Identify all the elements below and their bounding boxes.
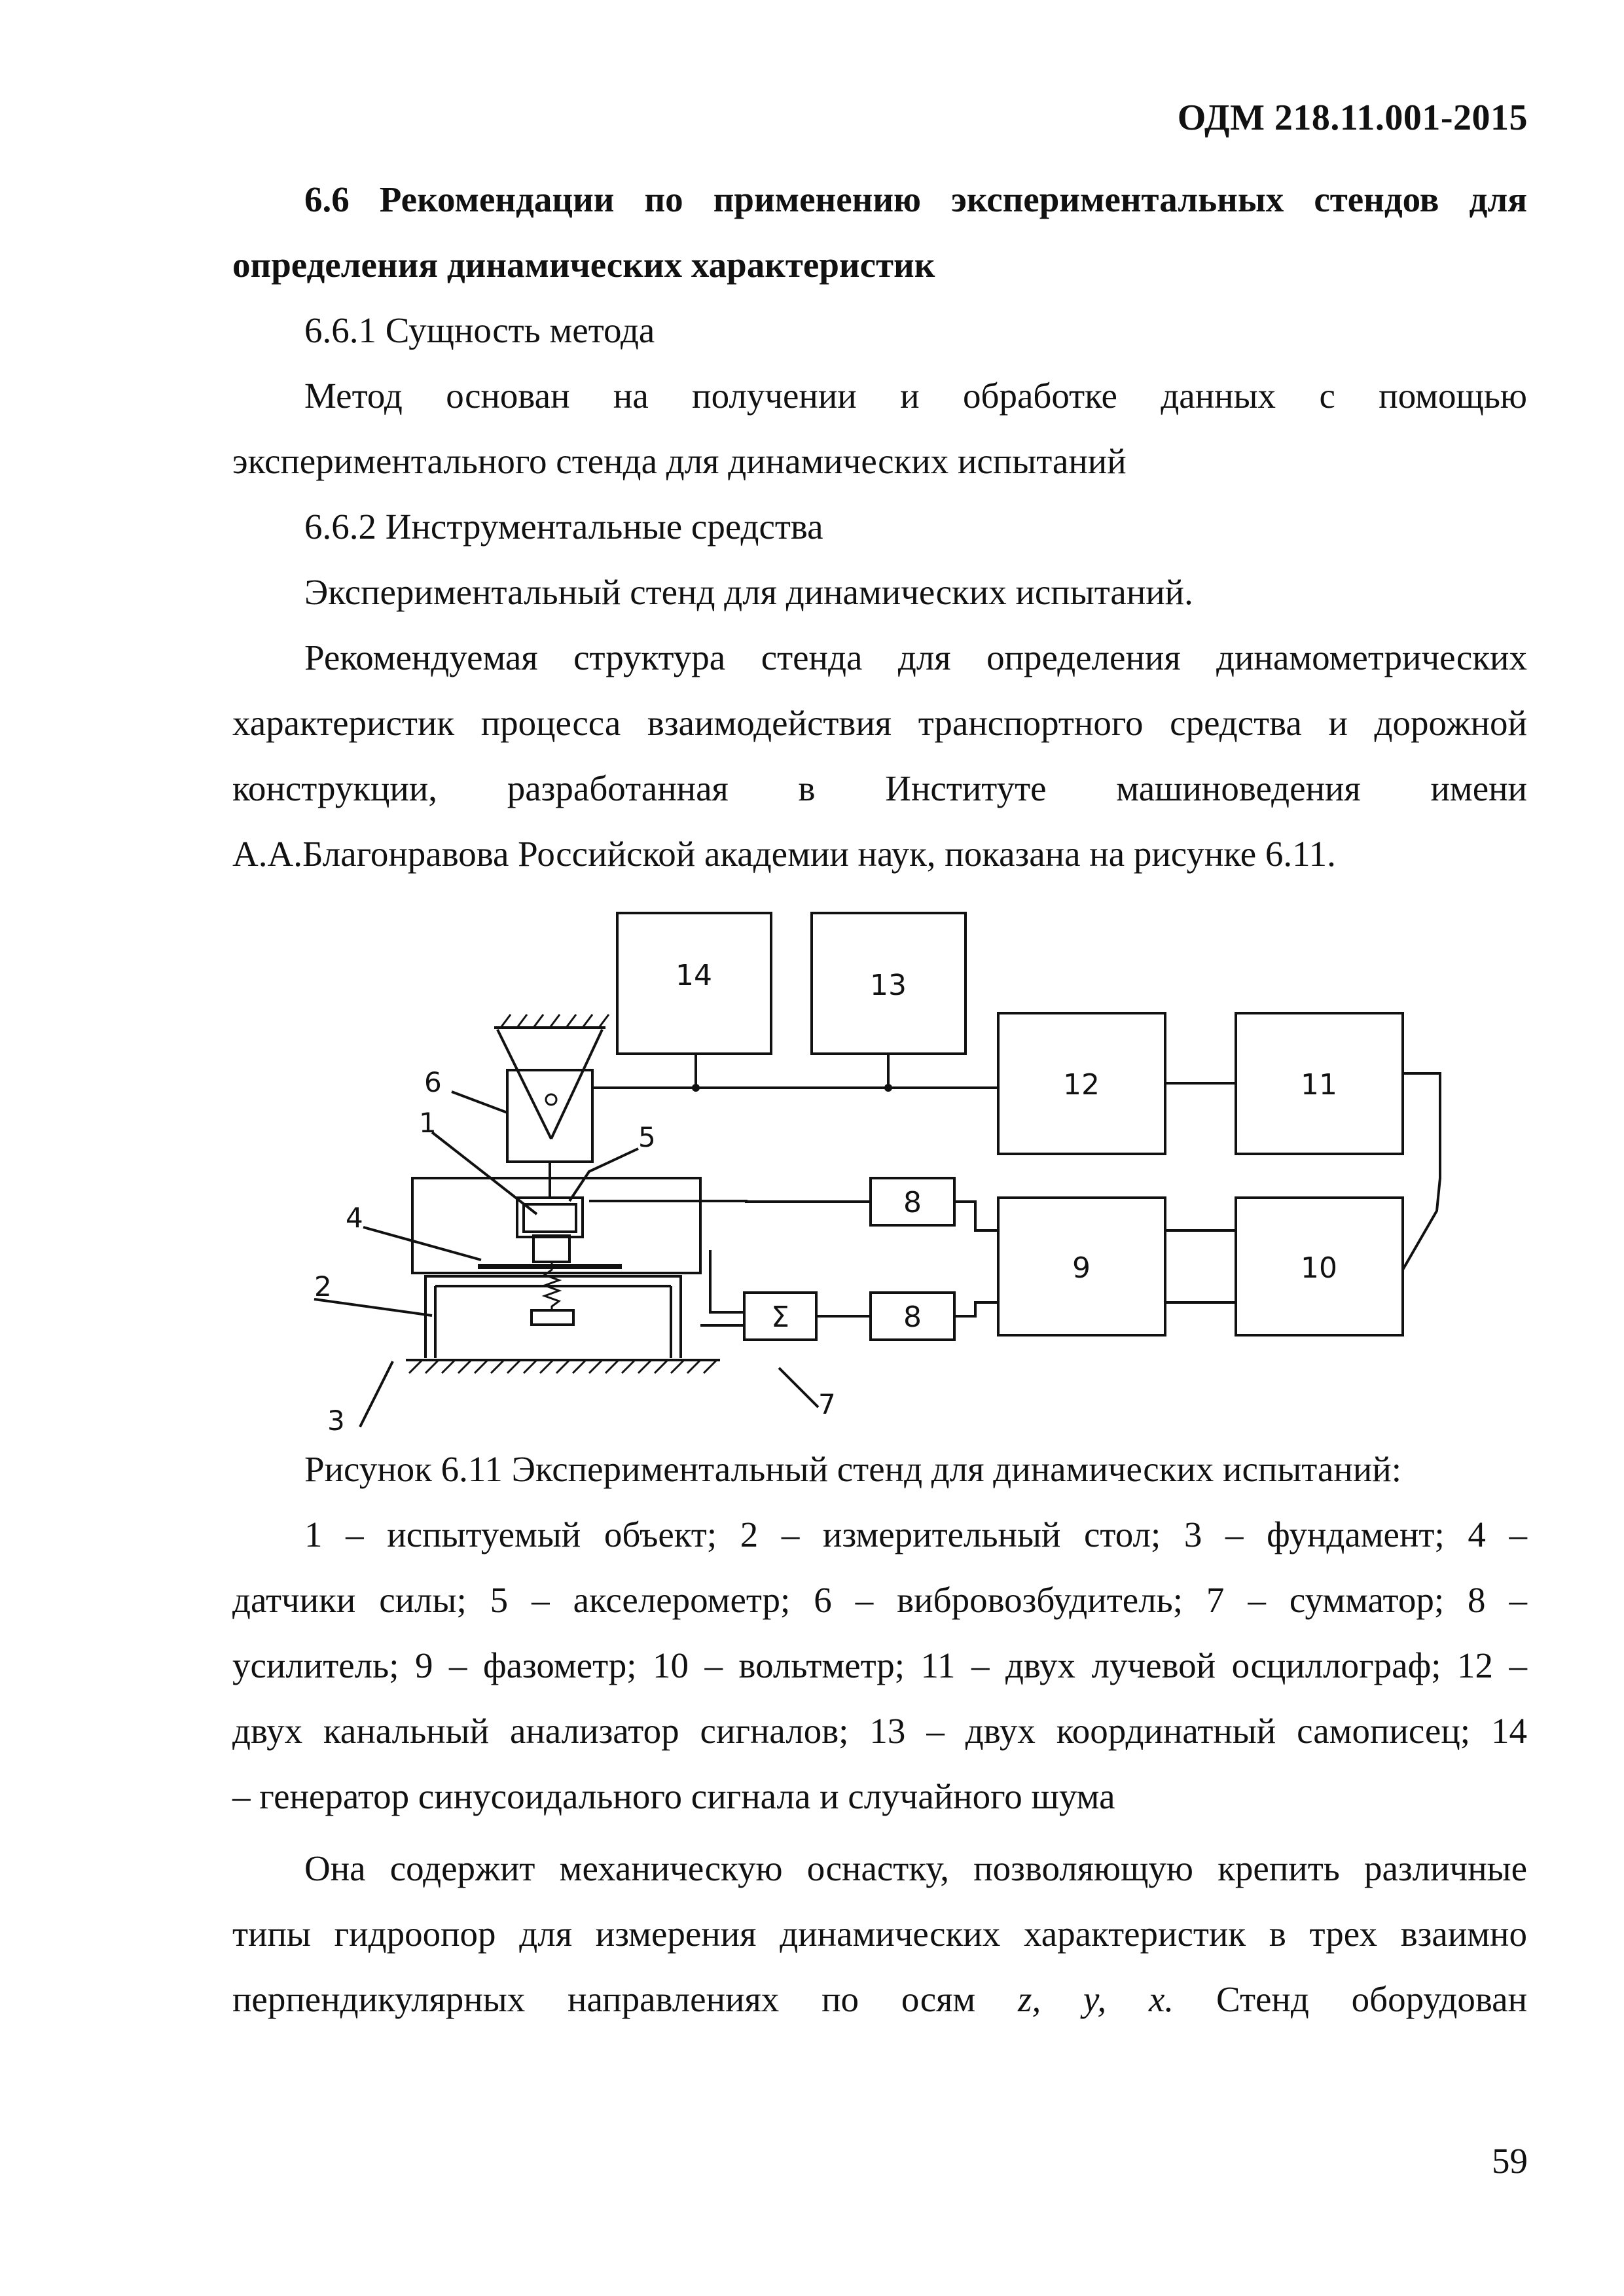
callout-5: 5 xyxy=(638,1121,656,1153)
section-heading-line-1: 6.6 Рекомендации по применению экспериментальных стендов для xyxy=(304,179,1527,219)
callout-4: 4 xyxy=(346,1202,363,1234)
block-sum-label: Σ xyxy=(771,1300,789,1334)
stand-diagram xyxy=(301,897,1479,1443)
legend-line-5: – генератор синусоидального сигнала и случайного шума xyxy=(232,1776,1115,1816)
block-10-label: 10 xyxy=(1301,1251,1337,1285)
axis-y: y, xyxy=(1083,1979,1107,2019)
closing-line-2: типы гидроопор для измерения динамических характеристик в трех взаимно xyxy=(232,1914,1527,1954)
section-heading-line-2: определения динамических характеристик xyxy=(232,245,935,285)
subsection-2-para-2-line-1: Рекомендуемая структура стенда для определения динамометрических xyxy=(304,637,1527,677)
subsection-2-para-1: Экспериментальный стенд для динамических испытаний. xyxy=(304,572,1193,612)
block-8-upper-label: 8 xyxy=(903,1186,922,1219)
block-14-label: 14 xyxy=(676,959,712,992)
callout-2: 2 xyxy=(314,1270,332,1302)
callout-3: 3 xyxy=(327,1405,345,1437)
subsection-2 xyxy=(232,494,1527,887)
page-number: 59 xyxy=(1492,2141,1528,2181)
block-9-label: 9 xyxy=(1072,1251,1091,1285)
subsection-2-para-2-line-4: А.А.Благонравова Российской академии наук, показана на рисунке 6.11. xyxy=(232,834,1336,874)
figure-6-11 xyxy=(301,897,1479,1443)
document-code: ОДМ 218.11.001-2015 xyxy=(1177,98,1528,138)
subsection-1-heading: 6.6.1 Сущность метода xyxy=(304,310,655,350)
block-11-label: 11 xyxy=(1301,1068,1337,1102)
figure-legend xyxy=(232,1502,1527,1829)
subsection-2-para-2-line-2: характеристик процесса взаимодействия транспортного средства и дорожной xyxy=(232,703,1527,743)
axis-x: x. xyxy=(1149,1979,1174,2019)
closing-line-3 xyxy=(232,1967,1527,2032)
table-housing xyxy=(412,1178,700,1273)
block-12-label: 12 xyxy=(1063,1068,1100,1102)
axis-z: z, xyxy=(1018,1979,1041,2019)
block-13-label: 13 xyxy=(870,969,907,1002)
subsection-2-heading: 6.6.2 Инструментальные средства xyxy=(304,507,823,547)
legend-line-4: двух канальный анализатор сигналов; 13 – двух координатный самописец; 14 xyxy=(232,1711,1527,1751)
closing-line-3-end: Стенд оборудован xyxy=(1216,1979,1528,2019)
legend-line-1: 1 – испытуемый объект; 2 – измерительный стол; 3 – фундамент; 4 – xyxy=(304,1515,1527,1554)
subsection-2-para-2-line-3: конструкции, разработанная в Институте машиноведения имени xyxy=(232,768,1527,808)
subsection-1-para-line-2: экспериментального стенда для динамических испытаний xyxy=(232,441,1127,481)
subsection-1-para-line-1: Метод основан на получении и обработке данных с помощью xyxy=(304,376,1527,416)
section-heading xyxy=(232,167,1527,298)
subsection-1 xyxy=(232,298,1527,494)
legend-line-3: усилитель; 9 – фазометр; 10 – вольтметр; 11 – двух лучевой осциллограф; 12 – xyxy=(232,1645,1527,1685)
closing-paragraph xyxy=(232,1836,1527,2032)
callout-1: 1 xyxy=(419,1107,437,1139)
vibration-exciter xyxy=(507,1070,592,1162)
mass-block xyxy=(532,1310,573,1325)
figure-caption: Рисунок 6.11 Экспериментальный стенд для динамических испытаний: xyxy=(304,1449,1401,1489)
closing-line-3-start: перпендикулярных направлениях по осям xyxy=(232,1979,1019,2019)
closing-line-1: Она содержит механическую оснастку, позволяющую крепить различные xyxy=(304,1848,1527,1888)
callout-7: 7 xyxy=(818,1388,836,1420)
block-8-lower-label: 8 xyxy=(903,1300,922,1334)
callout-6: 6 xyxy=(424,1066,442,1098)
legend-line-2: датчики силы; 5 – акселерометр; 6 – вибровозбудитель; 7 – сумматор; 8 – xyxy=(232,1580,1527,1620)
